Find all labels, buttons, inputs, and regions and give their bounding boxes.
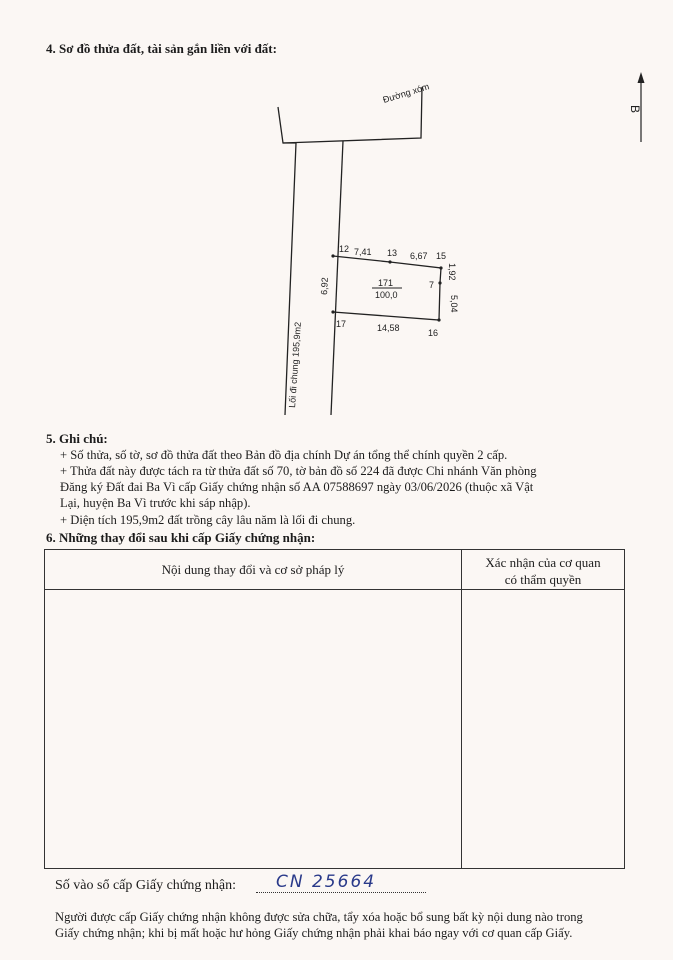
registry-dotted-line	[256, 892, 426, 893]
parcel-area: 100,0	[375, 290, 398, 300]
edge-15-7: 1,92	[447, 263, 457, 281]
point-17: 17	[336, 319, 347, 329]
col-confirm-header-line-1: Xác nhận của cơ quan	[485, 555, 601, 570]
point-13: 13	[387, 248, 398, 258]
edge-7-16: 5,04	[449, 295, 459, 313]
changes-table	[44, 549, 625, 869]
path-right-edge	[331, 141, 343, 415]
vertex-16	[437, 318, 440, 321]
changes-content-cell[interactable]	[45, 590, 462, 869]
note-1: + Số thửa, số tờ, sơ đồ thửa đất theo Bản đồ địa chính Dự án tổng thể chính quyền 2 cấp.	[60, 448, 508, 462]
col-confirm-header-line-2: có thẩm quyền	[504, 572, 582, 587]
vertex-17	[331, 310, 334, 313]
note-2-line-3: Lại, huyện Ba Vì trước khi sáp nhập).	[60, 496, 251, 510]
note-3: + Diện tích 195,9m2 đất trồng cây lâu năm là lối đi chung.	[60, 513, 356, 527]
edge-12-17: 6,92	[319, 277, 330, 296]
vertex-12	[331, 254, 334, 257]
note-2-line-2: Đăng ký Đất đai Ba Vì cấp Giấy chứng nhận số AA 07588697 ngày 03/06/2026 (thuộc xã Vật	[60, 480, 534, 494]
col-content-header: Nội dung thay đổi và cơ sở pháp lý	[161, 562, 345, 577]
parcel-number: 171	[378, 278, 394, 288]
path-label: Lối đi chung 195,9m2	[287, 321, 303, 409]
changes-confirm-cell[interactable]	[462, 590, 625, 869]
registry-number: CN 25664	[276, 872, 377, 892]
section-4-title: 4. Sơ đồ thửa đất, tài sản gắn liền với đất:	[46, 41, 277, 56]
edge-12-13: 7,41	[354, 247, 372, 257]
edge-17-16: 14,58	[377, 323, 400, 333]
point-12: 12	[339, 244, 350, 254]
footer-line-2: Giấy chứng nhận; khi bị mất hoặc hư hỏng Giấy chứng nhận phải khai báo ngay với cơ quan cấp Giấy.	[55, 926, 573, 940]
vertex-15	[439, 266, 442, 269]
point-15: 15	[436, 251, 447, 261]
note-2-line-1: + Thửa đất này được tách ra từ thửa đất số 70, tờ bản đồ số 224 đã được Chi nhánh Văn phòng	[60, 464, 537, 478]
land-plot-diagram	[0, 0, 673, 440]
section-5-title: 5. Ghi chú:	[46, 431, 108, 446]
north-letter: B	[628, 105, 642, 114]
changes-header-confirm	[462, 550, 625, 590]
changes-header-content	[45, 550, 462, 590]
edge-13-15: 6,67	[410, 251, 428, 261]
vertex-13	[388, 260, 391, 263]
footer-line-1: Người được cấp Giấy chứng nhận không được sửa chữa, tẩy xóa hoặc bổ sung bất kỳ nội dung nào trong	[55, 910, 583, 924]
point-16: 16	[428, 328, 439, 338]
point-7: 7	[429, 280, 435, 290]
registry-label: Số vào sổ cấp Giấy chứng nhận:	[55, 878, 236, 893]
road-label: Đường xóm	[381, 81, 431, 105]
section-6-title: 6. Những thay đổi sau khi cấp Giấy chứng nhận:	[46, 530, 316, 545]
vertex-7	[438, 281, 441, 284]
